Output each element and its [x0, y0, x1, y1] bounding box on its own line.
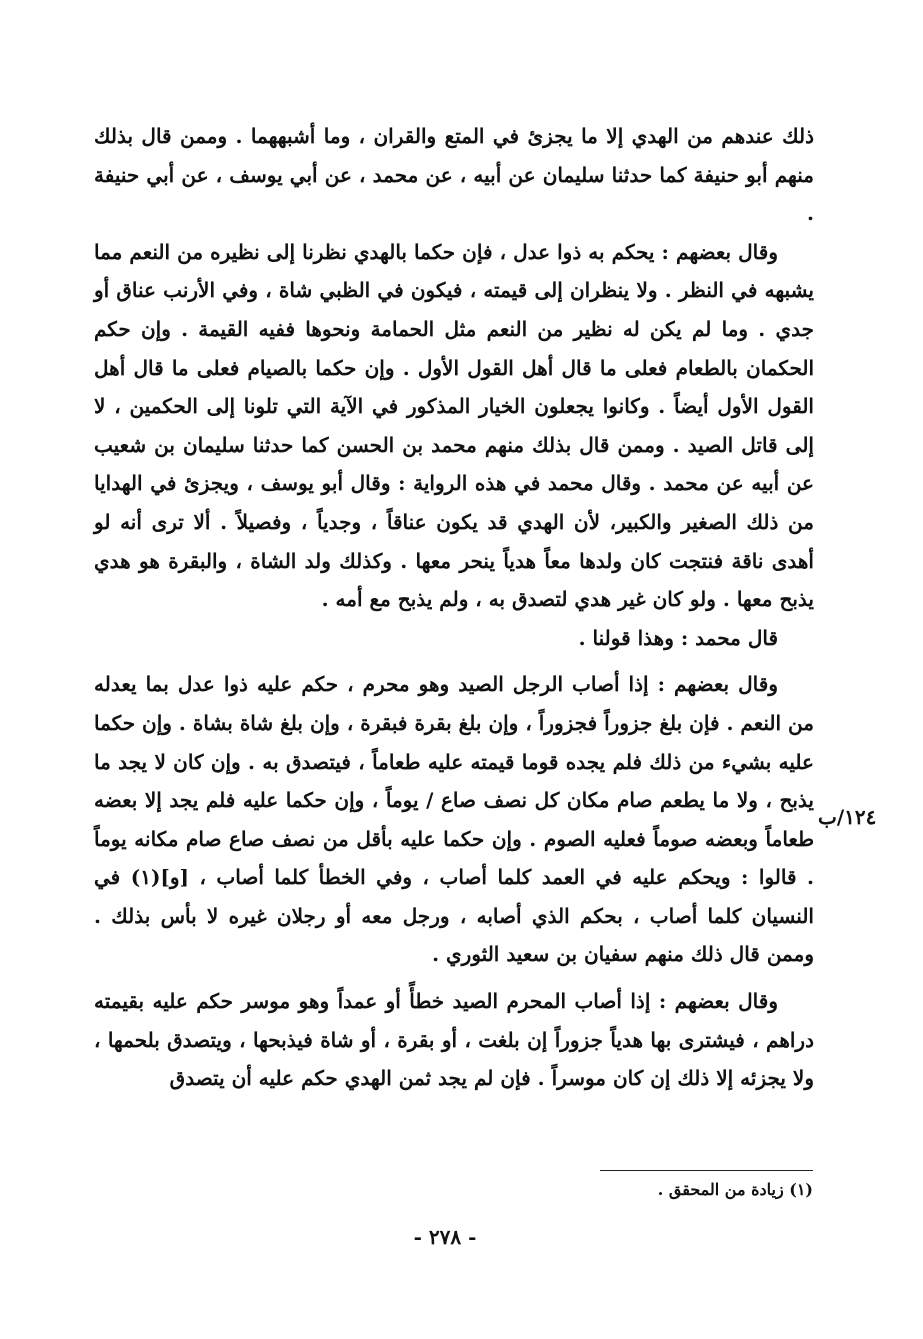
- paragraph-2: وقال بعضهم : يحكم به ذوا عدل ، فإن حكما بالهدي نظرنا إلى نظيره من النعم مما يشبهه في النظر . ولا ينظران إلى قيمته ، فيكون في الظبي شاة ، وفي الأرنب عناق أو جدي . وما لم يكن له نظير من النعم مثل الحمامة ونحوها ففيه القيمة . وإن حكم الحكمان بالطعام فعلى ما قال أهل القول الأول . وإن حكما بالصيام فعلى ما قال أهل القول الأول أيضاً . وكانوا يجعلون الخيار المذكور في الآية التي تلونا إلى الحكمين ، لا إلى قاتل الصيد . وممن قال بذلك منهم محمد بن الحسن كما حدثنا سليمان بن شعيب عن أبيه عن محمد . وقال محمد في هذه الرواية : وقال أبو يوسف ، ويجزئ في الهدايا من ذلك الصغير والكبير، لأن الهدي قد يكون عناقاً ، وجدياً ، وفصيلاً . ألا ترى أنه لو أهدى ناقة فنتجت كان ولدها معاً هدياً ينحر معها . وكذلك ولد الشاة ، والبقرة هو هدي يذبح معها . ولو كان غير هدي لتصدق به ، ولم يذبح مع أمه .: [94, 239, 814, 612]
- main-text: [94, 117, 814, 1098]
- paragraph-3: قال محمد : وهذا قولنا .: [578, 625, 778, 650]
- footnote: (١) زيادة من المحقق .: [657, 1180, 813, 1199]
- manuscript-folio-marker: ١٢٤/ب: [818, 805, 877, 829]
- paragraph-5: وقال بعضهم : إذا أصاب المحرم الصيد خطأً أو عمداً وهو موسر حكم عليه بقيمته دراهم ، فيشترى بها هدياً جزوراً إن بلغت ، أو بقرة ، أو شاة فيذبحها ، ويتصدق بلحمها ، ولا يجزئه إلا ذلك إن كان موسراً . فإن لم يجد ثمن الهدي حكم عليه أن يتصدق: [94, 989, 814, 1091]
- paragraph-4: وقال بعضهم : إذا أصاب الرجل الصيد وهو محرم ، حكم عليه ذوا عدل بما يعدله من النعم . فإن بلغ جزوراً فجزوراً ، وإن بلغ بقرة فبقرة ، وإن بلغ شاة بشاة . وإن حكما عليه بشيء من ذلك فلم يجده قوما قيمته عليه طعاماً ، فيتصدق به . وإن كان لا يجد ما يذبح ، ولا ما يطعم صام مكان كل نصف صاع / يوماً ، وإن حكما عليه فلم يجد إلا بعضه طعاماً وبعضه صوماً فعليه الصوم . وإن حكما عليه بأقل من نصف صاع صام مكانه يوماً . قالوا : ويحكم عليه في العمد كلما أصاب ، وفي الخطأ كلما أصاب ، [و](١) في النسيان كلما أصاب ، بحكم الذي أصابه ، ورجل معه أو رجلان غيره لا بأس بذلك . وممن قال ذلك منهم سفيان بن سعيد الثوري .: [94, 672, 815, 967]
- footnote-divider: [600, 1170, 813, 1171]
- paragraph-1: ذلك عندهم من الهدي إلا ما يجزئ في المتع والقران ، وما أشبههما . وممن قال بذلك منهم أبو حنيفة كما حدثنا سليمان عن أبيه ، عن محمد ، عن أبي يوسف ، عن أبي حنيفة .: [94, 124, 814, 226]
- page-number: - ٢٧٨ -: [413, 1225, 477, 1249]
